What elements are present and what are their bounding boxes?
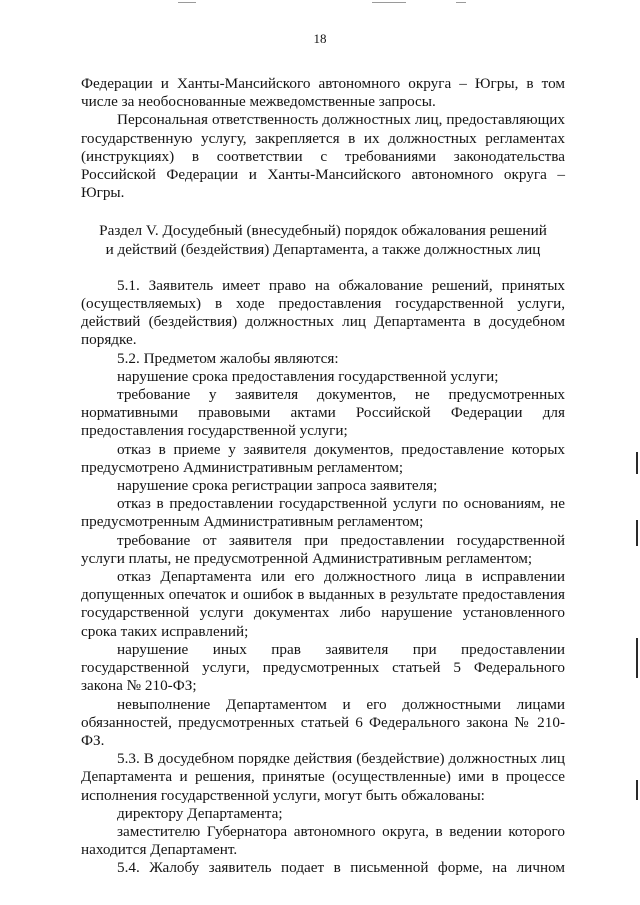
- paragraph: директору Департамента;: [117, 804, 283, 822]
- paragraph: требование у заявителя документов, не предусмотренных нормативными правовыми актами Российской Федерации для предоставления государственной услуги;: [81, 386, 565, 440]
- paragraph: 5.1. Заявитель имеет право на обжалование решений, принятых (осуществляемых) в ходе предоставления государственной услуги, действий (бездействия) должностных лиц Департамента в досудебном порядке.: [81, 276, 565, 349]
- scan-edge-mark: [636, 452, 638, 474]
- scan-edge-mark: [636, 780, 638, 800]
- scan-edge-mark: [636, 520, 638, 546]
- section-heading-line-1: Раздел V. Досудебный (внесудебный) порядок обжалования решений: [99, 222, 547, 240]
- scan-artifact: [456, 2, 466, 3]
- scan-edge-mark: [636, 638, 638, 678]
- paragraph: нарушение иных прав заявителя при предоставлении государственной услуги, предусмотренных статьей 5 Федерального закона № 210-ФЗ;: [81, 640, 565, 695]
- paragraph: нарушение срока регистрации запроса заявителя;: [117, 477, 438, 495]
- paragraph: 5.4. Жалобу заявитель подает в письменной форме, на личном: [117, 859, 565, 877]
- document-body: [81, 75, 565, 878]
- paragraph: требование от заявителя при предоставлении государственной услуги платы, не предусмотренной Административным регламентом;: [81, 531, 565, 567]
- scan-artifact: [372, 2, 406, 3]
- paragraph: отказ Департамента или его должностного лица в исправлении допущенных опечаток и ошибок в выданных в результате предоставления государственной услуги документах либо нарушение установленного срока таких исправлений;: [81, 568, 565, 640]
- paragraph: заместителю Губернатора автономного округа, в ведении которого находится Департамент.: [81, 822, 565, 859]
- paragraph: Федерации и Ханты-Мансийского автономного округа – Югры, в том числе за необоснованные межведомственные запросы.: [81, 75, 565, 111]
- paragraph: отказ в приеме у заявителя документов, предоставление которых предусмотрено Административным регламентом;: [81, 440, 565, 476]
- paragraph: нарушение срока предоставления государственной услуги;: [117, 367, 499, 385]
- paragraph: 5.2. Предметом жалобы являются:: [117, 349, 339, 367]
- paragraph: невыполнение Департаментом и его должностными лицами обязанностей, предусмотренных статьей 6 Федерального закона № 210-ФЗ.: [81, 695, 565, 749]
- paragraph: 5.3. В досудебном порядке действия (бездействие) должностных лиц Департамента и решения, принятые (осуществленные) ими в процессе исполнения государственной услуги, могут быть обжалованы:: [81, 750, 565, 804]
- paragraphs-before-heading: [81, 75, 565, 202]
- section-heading-line-2: и действий (бездействия) Департамента, а также должностных лиц: [105, 240, 541, 258]
- page-number: 18: [313, 31, 327, 46]
- paragraph: Персональная ответственность должностных лиц, предоставляющих государственную услугу, закрепляется в их должностных регламентах (инструкциях) в соответствии с требованиями законодательства Российской Федерации и Ханты-Мансийского автономного округа – Югры.: [81, 111, 565, 202]
- scan-artifact: [178, 2, 196, 3]
- paragraphs-after-heading: [81, 277, 565, 878]
- paragraph: отказ в предоставлении государственной услуги по основаниям, не предусмотренным Административным регламентом;: [81, 495, 565, 531]
